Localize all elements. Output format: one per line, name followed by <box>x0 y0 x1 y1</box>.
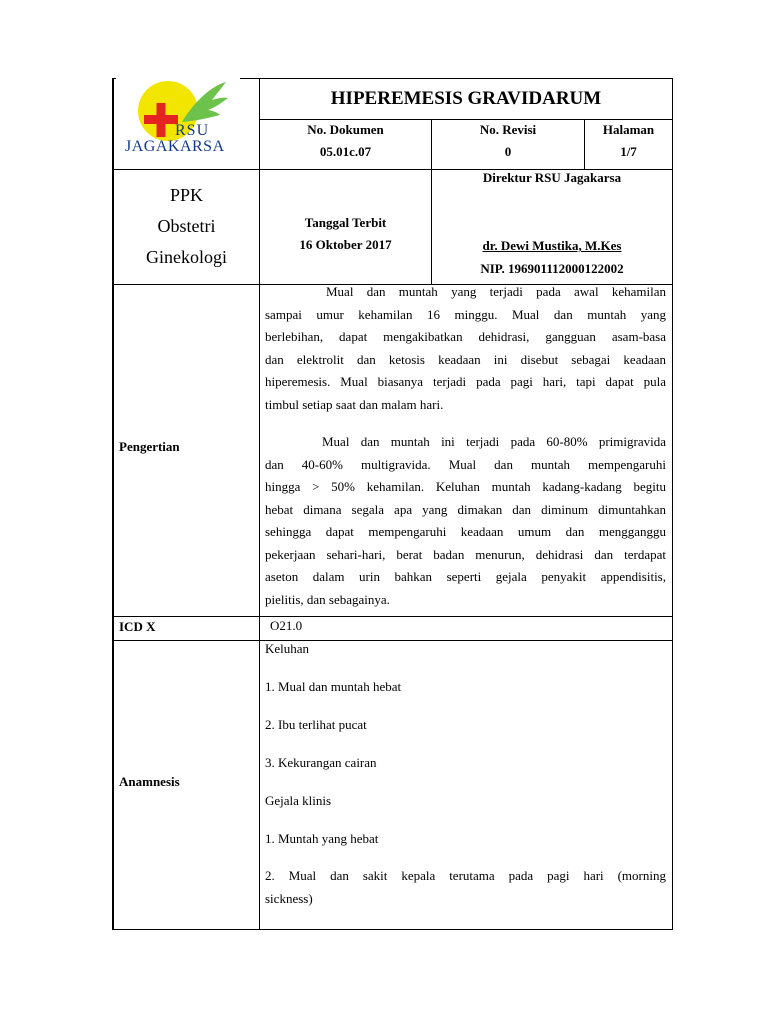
pengertian-p1-line: sampai umur kehamilan 16 minggu. Mual dan muntah yang <box>265 306 666 322</box>
pengertian-p2-line: hebat dimana segala apa yang dimakan dan diminum dimuntahkan <box>265 501 666 517</box>
icd-value: O21.0 <box>270 618 303 633</box>
ppk-line-3: Ginekologi <box>146 247 227 267</box>
table-border-bottom <box>112 929 673 930</box>
doc-no-value: 05.01c.07 <box>319 144 372 159</box>
issue-date-label: Tanggal Terbit <box>304 215 387 230</box>
gejala-item-1: 1. Muntah yang hebat <box>265 831 379 846</box>
director-nip: NIP. 196901112000122002 <box>480 261 624 276</box>
icd-row-top <box>112 616 673 617</box>
ppk-line-1: PPK <box>169 185 204 205</box>
pengertian-p2-line: Mual dan muntah ini terjadi pada 60-80% primigravida <box>322 434 666 449</box>
page-value: 1/7 <box>620 144 637 159</box>
pengertian-p1-line: hiperemesis. Mual biasanya terjadi pada pagi hari, tapi dapat pula <box>265 374 666 389</box>
anamnesis-label: Anamnesis <box>119 774 180 789</box>
pengertian-p2-line: hingga > 50% kehamilan. Keluhan muntah kadang-kadang begitu <box>265 479 666 494</box>
logo-text-name: JAGAKARSA <box>125 138 225 155</box>
ppk-line-2: Obstetri <box>157 216 216 236</box>
pengertian-p2-line: sehingga dapat mempengaruhi keadaan umum dan mengganggu <box>265 524 666 539</box>
keluhan-item-3: 3. Kekurangan cairan <box>265 755 377 770</box>
pengertian-p2-line: aseton dalam urin bahkan seperti gejala penyakit appendisitis, <box>265 569 666 584</box>
title-row-divider <box>259 119 673 120</box>
doc-no-label: No. Dokumen <box>307 122 384 137</box>
ppk-block <box>114 180 259 273</box>
pengertian-paragraph-2 <box>265 431 666 611</box>
director-title: Direktur RSU Jagakarsa <box>482 170 622 185</box>
table-border-right <box>672 78 673 930</box>
pengertian-p1-line: Mual dan muntah yang terjadi pada awal kehamilan <box>326 284 666 299</box>
anamnesis-row-top <box>112 640 673 641</box>
keluhan-item-1: 1. Mual dan muntah hebat <box>265 679 402 694</box>
gejala-item-2-line: 2. Mual dan sakit kepala terutama pada pagi hari (morning <box>265 868 666 883</box>
pengertian-p1-line: timbul setiap saat dan malam hari. <box>265 396 444 412</box>
hospital-logo <box>116 80 240 165</box>
column-divider <box>259 78 260 930</box>
pengertian-p2-line: dan 40-60% multigravida. Mual dan muntah mempengaruhi <box>265 456 666 472</box>
gejala-heading: Gejala klinis <box>265 793 332 808</box>
logo-text-rsu: RSU <box>175 122 210 139</box>
revision-value: 0 <box>504 144 512 159</box>
pengertian-p1-line: berlebihan, dapat mengakibatkan dehidrasi, gangguan asam-basa <box>265 329 666 344</box>
issue-date-value: 16 Oktober 2017 <box>299 237 392 252</box>
pengertian-p2-line: pielitis, dan sebagainya. <box>265 591 390 607</box>
director-name: dr. Dewi Mustika, M.Kes <box>482 238 622 253</box>
table-border-top-left <box>112 78 116 79</box>
revision-label: No. Revisi <box>479 122 537 137</box>
page-label: Halaman <box>602 122 655 137</box>
pengertian-p1-line: dan elektrolit dan ketosis keadaan ini disebut sebagai keadaan <box>265 351 666 367</box>
table-border-top <box>240 78 673 79</box>
pengertian-paragraph-1 <box>265 281 666 416</box>
gejala-item-2 <box>265 865 666 910</box>
icd-label: ICD X <box>119 619 156 634</box>
document-title: HIPEREMESIS GRAVIDARUM <box>330 88 602 109</box>
gejala-item-2-line: sickness) <box>265 890 313 906</box>
pengertian-label: Pengertian <box>119 439 180 454</box>
keluhan-item-2: 2. Ibu terlihat pucat <box>265 717 367 732</box>
keluhan-heading: Keluhan <box>265 641 310 656</box>
pengertian-p2-line: pekerjaan sehari-hari, berat badan menurun, dehidrasi dan terdapat <box>265 546 666 562</box>
